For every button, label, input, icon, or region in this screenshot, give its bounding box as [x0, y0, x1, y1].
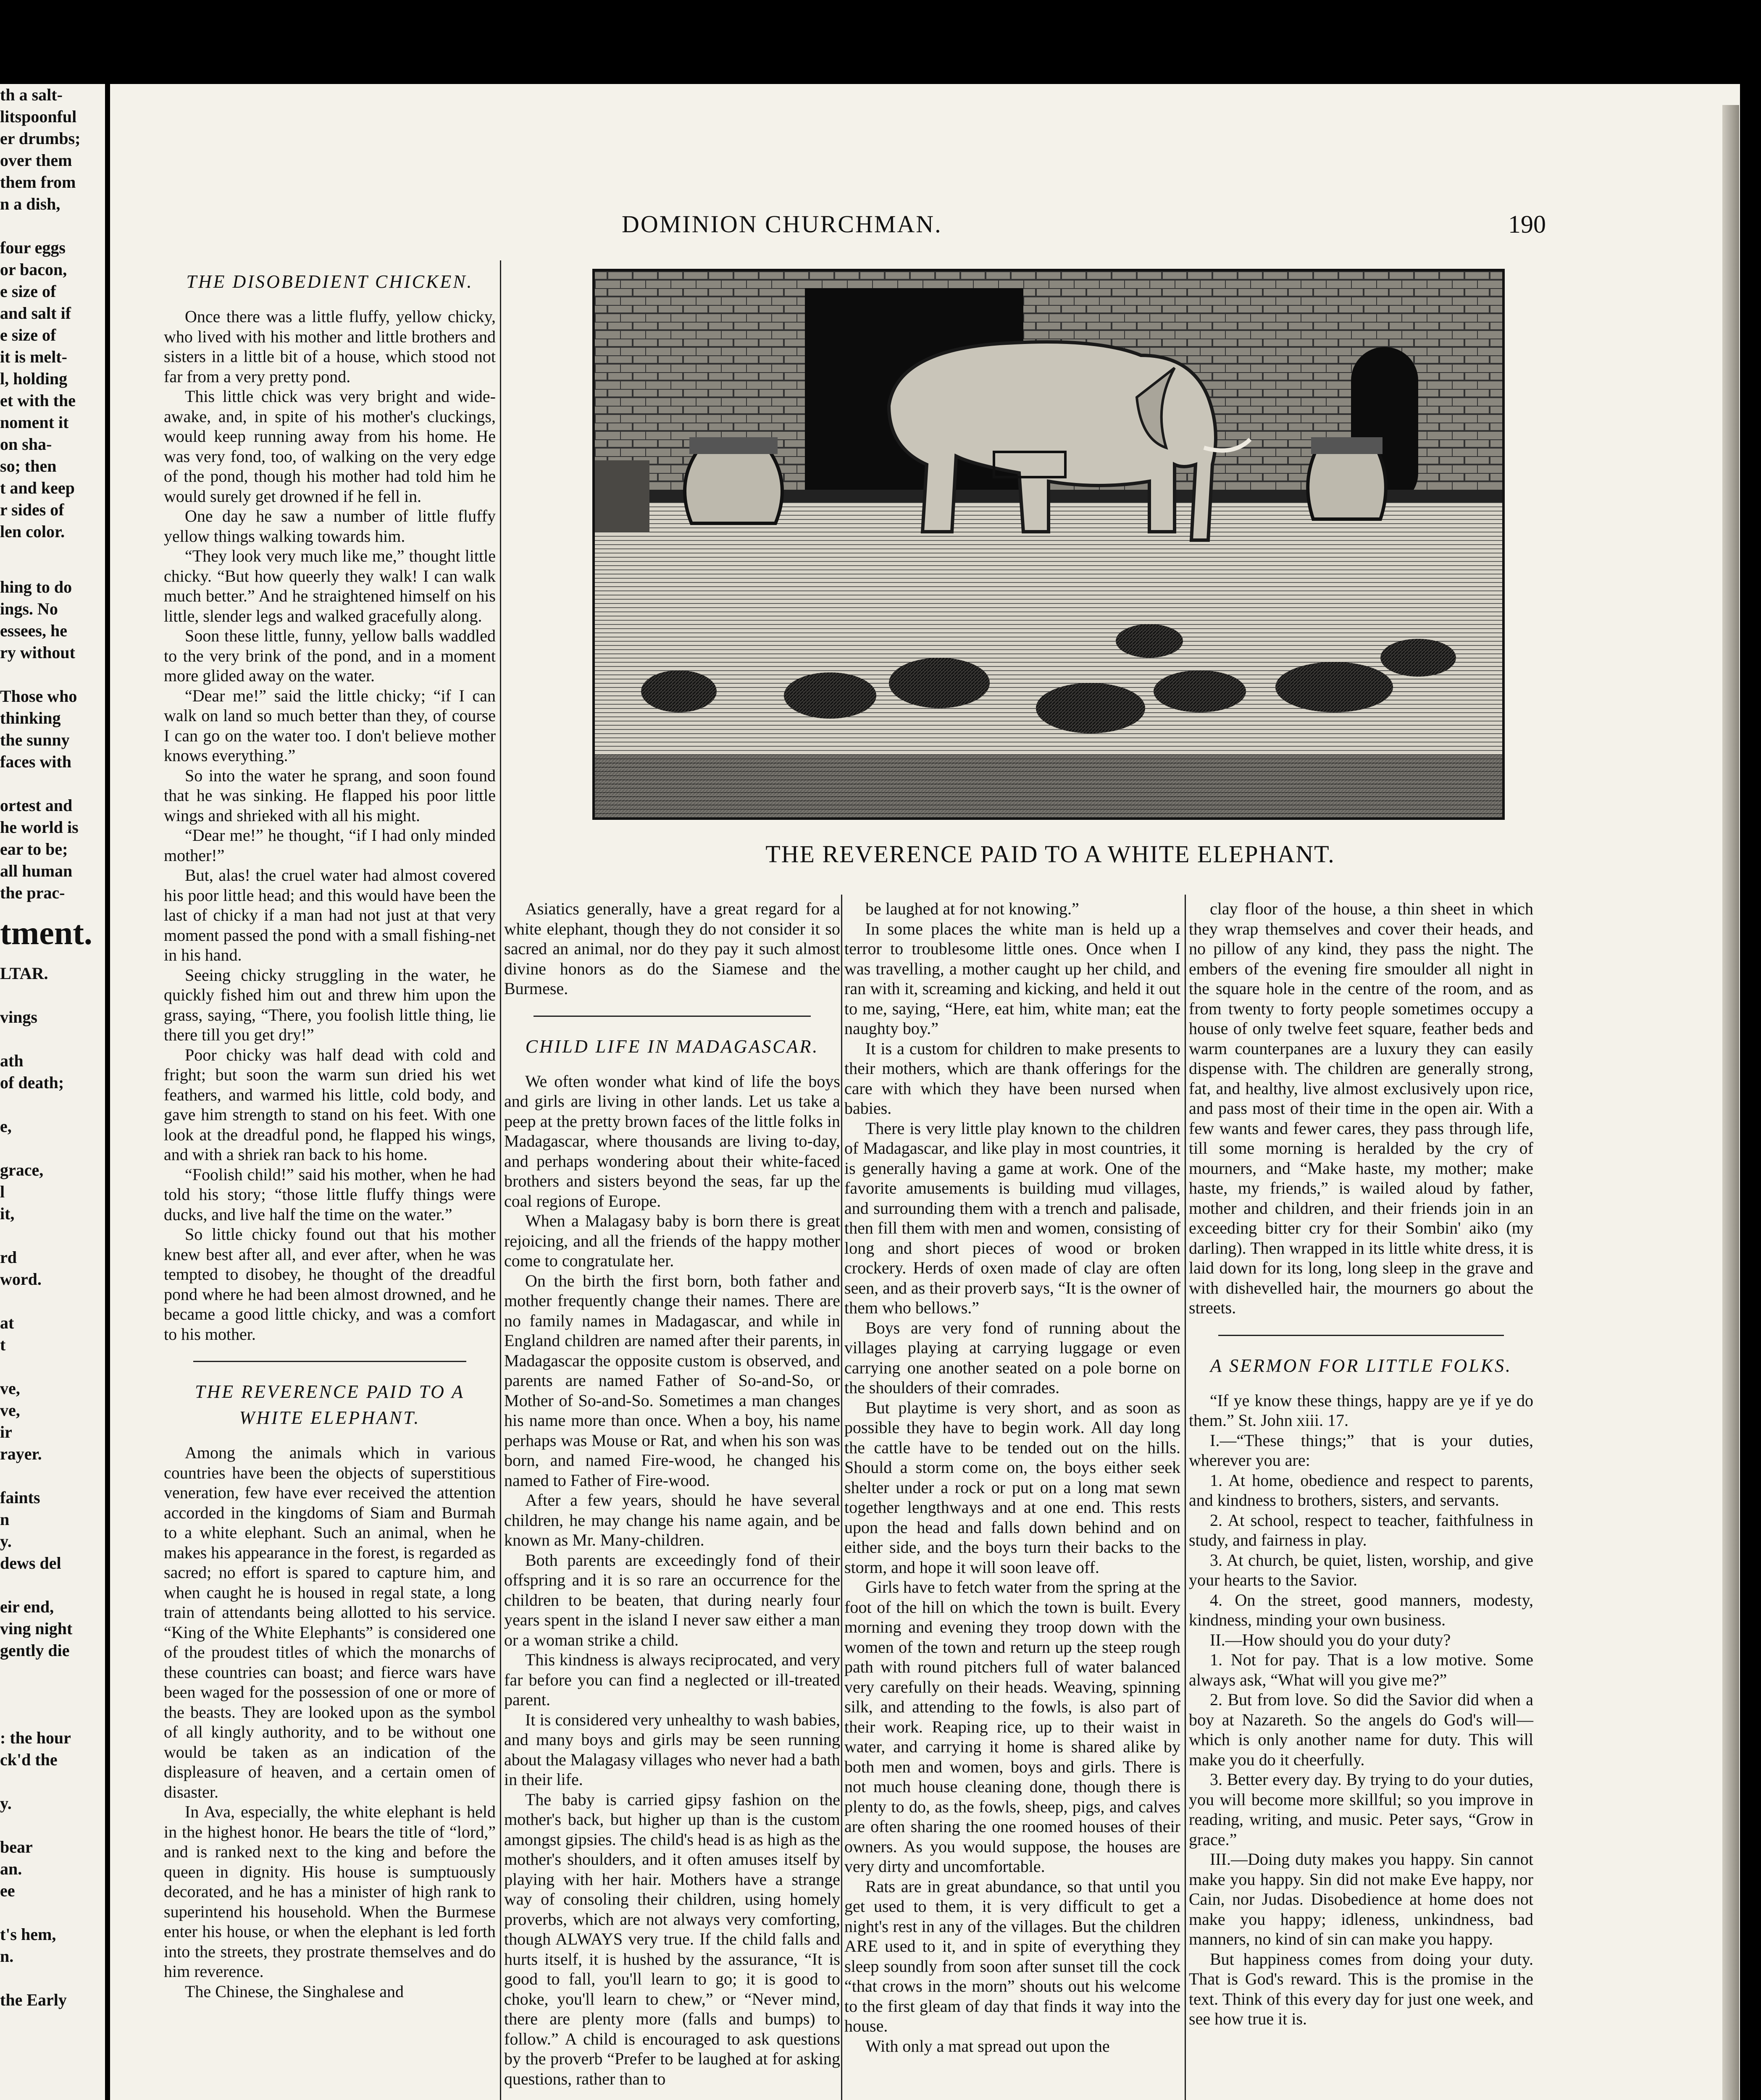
prev-page-fragment: on sha-: [0, 435, 52, 454]
column-divider: [841, 895, 842, 2100]
paragraph: 3. At church, be quiet, listen, worship, and give your hearts to the Savior.: [1189, 1550, 1533, 1589]
paragraph: “Dear me!” he thought, “if I had only minded mother!”: [164, 826, 496, 865]
prev-page-fragment: gently die: [0, 1641, 70, 1660]
paragraph: After a few years, should he have several children, he may change his name again, and be known as Mr. Many-children.: [504, 1491, 840, 1549]
article-body: [844, 899, 1180, 2056]
article-body: [504, 899, 840, 999]
paragraph: 2. At school, respect to teacher, faithfulness in study, and fairness in play.: [1189, 1510, 1533, 1549]
prev-page-fragment: [0, 1356, 105, 1378]
paragraph: This kindness is always reciprocated, and very far before you can find a neglected or ill-treated parent.: [504, 1650, 840, 1709]
paragraph: The baby is carried gipsy fashion on the mother's back, but higher up than is the custom amongst gipsies. The child's head is as high as the mother's shoulders, and it often amuses itself by playing with her hair. Mothers have a strange way of consoling their children, using homely proverbs, which are not always very comforting, though ALWAYS very true. If the child falls and hurts itself, it is hushed by the assurance, “It is good to fall, you'll learn to go; it is good to choke, you'll learn to chew,” or “Never mind, there are plenty more (falls and bumps) to follow.” A child is encouraged to ask questions by the proverb “Prefer to be laughed at for asking questions, rather than to: [504, 1790, 840, 2088]
prev-page-fragment: ve,: [0, 1379, 20, 1398]
prev-page-fragment: e,: [0, 1117, 12, 1136]
paragraph: “Foolish child!” said his mother, when he had told his story; “those little fluffy things were ducks, and live half the time on the water.”: [164, 1165, 496, 1224]
prev-page-fragment: Those who: [0, 687, 77, 706]
prev-page-fragment: [0, 1683, 105, 1705]
paragraph: clay floor of the house, a thin sheet in which they wrap themselves and cover their heads, and no pillow of any kind, they pass the night. The embers of the evening fire smoulder all night in the square hole in the centre of the room, and as from twenty to forty people sometimes occupy a house of only twelve feet square, feather beds and warm counterpanes are a luxury they can easily dispense with. The children are generally strong, fat, and healthy, live almost exclusively upon rice, and pass most of their time in the open air. With a few wants and fewer cares, they pass through life, till some morning is heralded by the cry of mourners, and “Make haste, my mother; make haste, my friends,” is wailed aloud by father, mother and children, and their friends join in an exceeding bitter cry for their Sombin' aiko (my darling). Then wrapped in its little white dress, it is laid down for its long, long sleep in the grave and with dishevelled hair, the mourners go about the streets.: [1189, 899, 1533, 1317]
prev-page-fragment: faces with: [0, 752, 71, 771]
prev-page-fragment: l: [0, 1182, 5, 1201]
column-divider: [1185, 895, 1186, 2100]
elephant-engraving-image: [595, 271, 1502, 817]
prev-page-fragment: th a salt-: [0, 85, 63, 104]
paragraph: It is considered very unhealthy to wash babies, and many boys and girls may be seen running about the Malagasy villages who never had a bath in their life.: [504, 1710, 840, 1789]
prev-page-fragment: word.: [0, 1270, 42, 1289]
prev-page-fragment: of death;: [0, 1073, 64, 1092]
prev-page-fragment: [0, 664, 105, 685]
paragraph: 4. On the street, good manners, modesty, kindness, minding your own business.: [1189, 1590, 1533, 1629]
prev-page-fragment: t: [0, 1335, 6, 1354]
section-rule: [534, 1016, 811, 1017]
column-2: [504, 899, 840, 2100]
paragraph: This little chick was very bright and wide-awake, and, in spite of his mother's cluckings, would keep running away from his home. He was very fond, too, of walking on the very edge of the pond, though his mother had told him he would surely get drowned if he fell in.: [164, 387, 496, 506]
prev-page-fragment: [0, 1290, 105, 1312]
paragraph: 2. But from love. So did the Savior did when a boy at Nazareth. So the angels do God's will—which is only another name for duty. This will make you do it cheerfully.: [1189, 1690, 1533, 1769]
paragraph: When a Malagasy baby is born there is great rejoicing, and all the friends of the happy mother come to congratulate her.: [504, 1211, 840, 1270]
prev-page-fragment: ings. No: [0, 599, 58, 618]
prev-page-fragment: [0, 1705, 105, 1727]
prev-page-fragment: so; then: [0, 457, 57, 475]
paragraph: Boys are very fond of running about the villages playing at carrying luggage or even carrying one another seated on a pole borne on the shoulders of their comrades.: [844, 1318, 1180, 1397]
prev-page-fragment: n.: [0, 1947, 14, 1966]
prev-page-fragment: he world is: [0, 818, 79, 837]
prev-page-fragment: t and keep: [0, 478, 75, 497]
section-rule: [1218, 1335, 1504, 1336]
prev-page-fragment: grace,: [0, 1160, 44, 1179]
prev-page-fragment: [0, 1902, 105, 1924]
paragraph: But happiness comes from doing your duty. That is God's reward. This is the promise in the text. Think of this every day for just one week, and see how true it is.: [1189, 1949, 1533, 2028]
prev-page-fragment: all human: [0, 861, 73, 880]
illustration-caption: THE REVERENCE PAID TO A WHITE ELEPHANT.: [765, 840, 1335, 868]
prev-page-fragment: over them: [0, 151, 72, 170]
prev-page-fragment: faints: [0, 1488, 40, 1507]
paragraph: With only a mat spread out upon the: [865, 2036, 1110, 2055]
article-title-disobedient-chicken: THE DISOBEDIENT CHICKEN.: [186, 271, 473, 292]
prev-page-fragment: at: [0, 1313, 14, 1332]
paragraph: I.—“These things;” that is your duties, wherever you are:: [1189, 1431, 1533, 1470]
prev-page-fragment: and salt if: [0, 304, 71, 323]
column-4: [1189, 899, 1533, 2100]
prev-page-fragment: four eggs: [0, 238, 66, 257]
prev-page-fragment: it,: [0, 1204, 15, 1223]
prev-page-fragment: rayer.: [0, 1444, 42, 1463]
prev-page-fragment: or bacon,: [0, 260, 67, 279]
section-rule: [193, 1361, 466, 1362]
paragraph: Soon these little, funny, yellow balls waddled to the very brink of the pond, and in a moment more glided away on the water.: [164, 626, 496, 685]
paragraph: “They look very much like me,” thought little chicky. “But how queerly they walk! I can walk much better.” And he straightened himself on his little, slender legs and walked gracefully along.: [164, 546, 496, 625]
paragraph: “If ye know these things, happy are ye if ye do them.” St. John xiii. 17.: [1189, 1391, 1533, 1430]
prev-page-fragment: the sunny: [0, 730, 70, 749]
paragraph: In some places the white man is held up a terror to troublesome little ones. Once when I was travelling, a mother caught up her child, and ran with it, screaming and kicking, and held it out to me, saying, “Here, eat him, white man; eat the naughty boy.”: [844, 919, 1180, 1038]
prev-page-fragment: hing to do: [0, 578, 72, 596]
prev-page-fragment: e size of: [0, 282, 56, 301]
prev-page-fragment: t's hem,: [0, 1925, 56, 1944]
previous-page-strip: [0, 84, 105, 2100]
paragraph: But playtime is very short, and as soon as possible they have to begin work. All day long the cattle have to be tended out on the hills. Should a storm come on, the boys either seek shelter under a rock or put on a long mat sewn together lengthways and at one end. This rests upon the head and falls down behind and on either side, and the boys turn their backs to the storm, and hope it will soon leave off.: [844, 1398, 1180, 1577]
prev-page-fragment: ortest and: [0, 796, 73, 815]
white-elephant-illustration: [592, 269, 1505, 820]
running-head: DOMINION CHURCHMAN.: [622, 210, 942, 238]
prev-page-fragment: the prac-: [0, 883, 65, 902]
paragraph: Among the animals which in various countries have been the objects of superstitious veneration, few have ever received the attention accorded in the kingdoms of Siam and Burmah to a white elephant. Such an animal, when he makes his appearance in the forest, is regarded as sacred; no effort is spared to capture him, and when caught he is housed in regal state, a long train of attendants being allotted to his service. “King of the White Elephants” is considered one of the proudest titles of which the monarchs of these countries can boast; and fierce wars have been waged for the possession of one or more of the beasts. They are looked upon as the symbol of all kingly authority, and to be without one would be taken as an indication of the displeasure of heaven, and a certain omen of disaster.: [164, 1443, 496, 1801]
article-title-child-life-madagascar: CHILD LIFE IN MADAGASCAR.: [525, 1036, 819, 1057]
paragraph: So little chicky found out that his mother knew best after all, and ever after, when he was tempted to disobey, he thought of the dreadful pond where he had been almost drowned, and he became a good little chicky, and was a comfort to his mother.: [164, 1225, 496, 1344]
prev-page-fragment: ck'd the: [0, 1750, 58, 1769]
prev-page-fragment: [0, 1771, 105, 1793]
prev-page-fragment: : the hour: [0, 1728, 71, 1747]
paragraph: 1. Not for pay. That is a low motive. Some always ask, “What will you give me?”: [1189, 1650, 1533, 1689]
prev-page-fragment: e size of: [0, 326, 56, 344]
paragraph: It is a custom for children to make presents to their mothers, which are thank offerings for the care with which they have been nursed when babies.: [844, 1039, 1180, 1118]
column-3: [844, 899, 1180, 2100]
prev-page-fragment: [0, 1574, 105, 1596]
prev-page-fragment: [0, 984, 105, 1006]
prev-page-fragment: the Early: [0, 1990, 67, 2009]
paragraph: On the birth the first born, both father and mother frequently change their names. There are no family names in Madagascar, and while in England children are named after their parents, in Madagascar the opposite custom is observed, and parents are named Father of So-and-So, or Mother of So-and-So. Sometimes a man changes his name more than once. When a boy, his name perhaps was Mouse or Rat, and when his son was born, and named Fire-wood, he changed his named to Father of Fire-wood.: [504, 1271, 840, 1490]
prev-page-fragment: y.: [0, 1794, 12, 1813]
paragraph: Asiatics generally, have a great regard for a white elephant, though they do not consider it so sacred an animal, nor do they pay it such almost divine honors as do the Siamese and the Burmese.: [504, 899, 840, 998]
prev-page-fragment: l, holding: [0, 369, 68, 388]
prev-page-fragment: [0, 1814, 105, 1836]
paragraph: One day he saw a number of little fluffy yellow things walking towards him.: [164, 507, 496, 546]
prev-page-fragment: litspoonful: [0, 107, 77, 126]
prev-page-fragment: ving night: [0, 1619, 73, 1638]
paragraph: III.—Doing duty makes you happy. Sin cannot make you happy. Sin did not make Eve happy, nor Cain, nor Judas. Disobedience at home does not make you happy; idleness, unkindness, bad manners, no kind of sin can make you happy.: [1189, 1850, 1533, 1948]
prev-page-fragment: [0, 1137, 105, 1159]
prev-page-fragment: n a dish,: [0, 194, 60, 213]
paragraph: “Dear me!” said the little chicky; “if I can walk on land so much better than they, of course I can go on the water too. I don't believe mother knows everything.”: [164, 686, 496, 765]
prev-page-fragment: it is melt-: [0, 347, 67, 366]
article-body: [504, 1071, 840, 2089]
article-title-white-elephant: THE REVERENCE PAID TO A WHITE ELEPHANT.: [195, 1381, 465, 1428]
page-number: 190: [1508, 210, 1546, 238]
prev-page-fragment: ir: [0, 1423, 12, 1441]
prev-page-fragment: rd: [0, 1248, 17, 1267]
article-body: [164, 1443, 496, 2001]
prev-page-fragment: [0, 1225, 105, 1247]
paragraph: In Ava, especially, the white elephant is held in the highest honor. He bears the title of “lord,” and is ranked next to the king and before the queen in dignity. His house is sumptuously decorated, and he has a minister of high rank to superintend his household. When the Burmese enter his house, or when the elephant is led forth into the streets, they prostrate themselves and do him reverence.: [164, 1802, 496, 1981]
prev-page-masthead-fragment: tment.: [0, 915, 92, 952]
page-edge-shadow: [1722, 105, 1739, 2100]
prev-page-fragment: eir end,: [0, 1597, 54, 1616]
prev-page-fragment: [0, 1967, 105, 1989]
paragraph: The Chinese, the Singhalese and: [185, 1982, 404, 2001]
article-body: [1189, 1391, 1533, 2029]
paragraph: We often wonder what kind of life the boys and girls are living in other lands. Let us take a peep at the pretty brown faces of the little folks in Madagascar, where thousands are living to-day, and perhaps wondering about their white-faced brothers and sisters beyond the seas, far up the coal regions of Europe.: [504, 1071, 840, 1210]
prev-page-fragment: LTAR.: [0, 964, 48, 983]
paragraph: So into the water he sprang, and soon found that he was sinking. He flapped his poor little wings and shrieked with all his might.: [164, 766, 496, 825]
prev-page-fragment: [0, 215, 105, 237]
prev-page-fragment: ee: [0, 1881, 15, 1900]
prev-page-fragment: [0, 1028, 105, 1050]
prev-page-fragment: an.: [0, 1859, 22, 1878]
prev-page-fragment: [0, 773, 105, 795]
prev-page-fragment: len color.: [0, 522, 65, 541]
prev-page-fragment: y.: [0, 1532, 12, 1551]
article-body: [1189, 899, 1533, 1318]
prev-page-fragment: n: [0, 1510, 10, 1529]
column-divider: [500, 260, 501, 2100]
prev-page-fragment: dews del: [0, 1554, 61, 1572]
prev-page-fragment: ath: [0, 1051, 24, 1070]
paragraph: Once there was a little fluffy, yellow chicky, who lived with his mother and little brothers and sisters in a little bit of a house, which stood not far from a very pretty pond.: [164, 307, 496, 386]
prev-page-fragment: ear to be;: [0, 840, 68, 858]
paragraph: Poor chicky was half dead with cold and fright; but soon the warm sun dried his wet feathers, and warmed his little, cold body, and gave him strength to stand on his feet. With one look at the dreadful pond, he flapped his wings, and with a shriek ran back to his home.: [164, 1045, 496, 1164]
paragraph: be laughed at for not knowing.”: [865, 899, 1079, 918]
prev-page-fragment: vings: [0, 1008, 37, 1026]
paragraph: Both parents are exceedingly fond of their offspring and it is so rare an occurrence for the children to be beaten, that during nearly four years spent in the island I never saw either a man or a woman strike a child.: [504, 1550, 840, 1649]
prev-page-fragment: er drumbs;: [0, 129, 81, 148]
prev-page-fragment: essees, he: [0, 621, 67, 640]
prev-page-fragment: ve,: [0, 1401, 20, 1420]
prev-page-fragment: thinking: [0, 709, 61, 727]
prev-page-fragment: them from: [0, 173, 76, 192]
paragraph: Girls have to fetch water from the spring at the foot of the hill on which the town is built. Every morning and evening they troop down with the women of the town and return up the steep rough path with round pitchers full of water balanced very carefully on their heads. Weaving, spinning silk, and attending to the fowls, is also part of their work. Reaping rice, up to their waist in water, and carrying it home is shared alike by both men and women, boys and girls. There is not much house cleaning done, though there is plenty to do, as the fowls, sheep, pigs, and calves are often sharing the one roomed houses of their owners. As you would suppose, the houses are very dirty and uncomfortable.: [844, 1578, 1180, 1876]
paragraph: 3. Better every day. By trying to do your duties, you will become more skillful; so you improve in reading, writing, and music. Peter says, “Grow in grace.”: [1189, 1770, 1533, 1849]
paragraph: There is very little play known to the children of Madagascar, and like play in most countries, it is generally having a game at work. One of the favorite amusements is building mud villages, and surrounding them with a trench and palisade, then fill them with men and women, consisting of long and short pieces of wood or broken crockery. Herds of oxen made of clay are often seen, and as their proverb says, “It is the owner of them who bellows.”: [844, 1118, 1180, 1317]
prev-page-fragment: [0, 1094, 105, 1116]
prev-page-fragment: noment it: [0, 413, 69, 432]
prev-page-fragment: [0, 1465, 105, 1487]
prev-page-fragment: [0, 1662, 105, 1683]
prev-page-fragment: ry without: [0, 643, 75, 662]
article-body: [164, 307, 496, 1344]
paragraph: Rats are in great abundance, so that until you get used to them, it is very difficult to get a night's rest in any of the villages. But the children ARE used to it, and in spite of everything they sleep soundly from soon after sunset till the cock “that crows in the morn” shouts out his welcome to the first gleam of day that finds it way into the house.: [844, 1877, 1180, 2035]
prev-page-fragment: bear: [0, 1838, 33, 1856]
column-1: [164, 260, 496, 2100]
paragraph: II.—How should you do your duty?: [1210, 1630, 1451, 1649]
paragraph: But, alas! the cruel water had almost covered his poor little head; and this would have been the last of chicky if a man had not just at that very moment passed the pond with a small fishing-net in his hand.: [164, 866, 496, 964]
prev-page-fragment: r sides of: [0, 500, 64, 519]
paragraph: 1. At home, obedience and respect to parents, and kindness to brothers, sisters, and servants.: [1189, 1470, 1533, 1509]
article-title-sermon-little-folks: A SERMON FOR LITTLE FOLKS.: [1210, 1355, 1512, 1376]
paragraph: Seeing chicky struggling in the water, he quickly fished him out and threw him upon the grass, saying, “There, you foolish little thing, lie there till you get dry!”: [164, 965, 496, 1044]
prev-page-fragment: et with the: [0, 391, 76, 410]
